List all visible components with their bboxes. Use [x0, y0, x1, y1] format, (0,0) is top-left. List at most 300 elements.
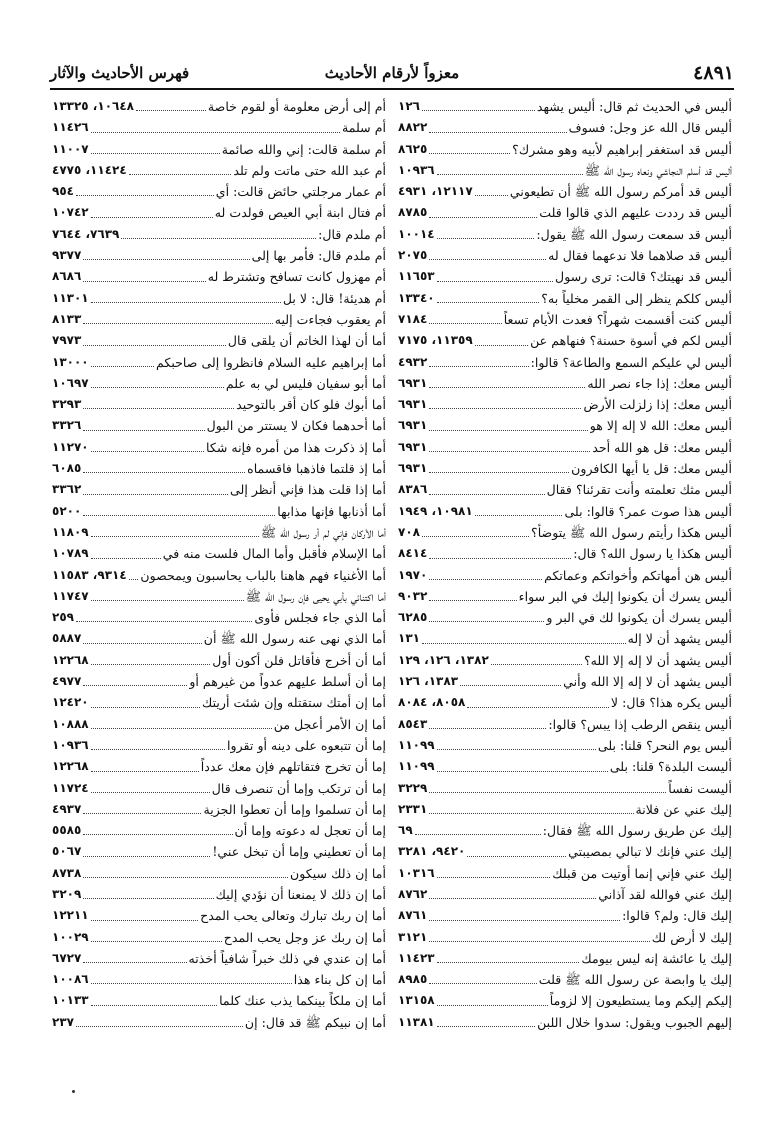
index-entry [398, 394, 732, 415]
index-entry [398, 96, 732, 117]
dot-leader [429, 607, 544, 622]
entry-text: أما إن نبيكم ﷺ قد قال: إن [244, 1014, 386, 1030]
dot-leader [429, 415, 587, 430]
entry-text: أم إلى أرض معلومة أو لقوم خاصة [207, 99, 386, 114]
dot-leader [91, 373, 224, 388]
entry-refs: ٥٠٦٧ [52, 844, 82, 859]
dot-leader [437, 288, 540, 303]
entry-text: أليس قد رددت عليهم الذي قالوا قلت [539, 205, 732, 221]
entry-refs: ١٣٨٢، ١٢٦، ١٢٩ [398, 652, 489, 667]
index-entry [398, 756, 732, 777]
entry-text: أما إن ملكاً بينكما يذب عنك كلما [219, 993, 386, 1009]
dot-leader [91, 990, 217, 1005]
entry-refs: ١١٢٧٠ [52, 439, 89, 454]
entry-refs: ٨٧٦٢ [398, 886, 428, 901]
entry-text: أما أذنابها فإنها مذابها [277, 503, 386, 519]
dot-leader [429, 905, 620, 920]
index-entry [52, 692, 386, 713]
entry-text: أم ملدم قال: [318, 226, 386, 242]
entry-text: إليك عني فإني إنما أوتيت من قبلك [552, 865, 732, 881]
entry-text: إليهم الجبوب ويقول: سدوا خلال اللبن [537, 1014, 732, 1030]
entry-text: أما إبراهيم عليه السلام فانظروا إلى صاحبكم [155, 354, 386, 370]
index-entry [398, 352, 732, 373]
entry-text: أليس قد سمعت رسول الله ﷺ يقول: [536, 226, 732, 242]
entry-refs: ١٠٨٨٨ [52, 716, 89, 731]
index-entry [398, 522, 732, 543]
dot-leader [415, 820, 541, 835]
page-header [50, 62, 734, 90]
entry-text: أما إن عندي في ذلك خبراً شافياً أخذته [188, 950, 386, 966]
index-entry [52, 352, 386, 373]
dot-leader [491, 650, 582, 665]
dot-leader [429, 202, 537, 217]
entry-text: أليس كلكم ينظر إلى القمر مخلياً به؟ [541, 290, 732, 306]
entry-refs: ٨٠٥٨، ٨٠٨٤ [398, 695, 466, 710]
entry-refs: ١٣٨٣، ١٢٦ [398, 674, 459, 689]
entry-text: إما أن تتبعوه على دينه أو تقروا [227, 737, 386, 753]
index-entry [52, 458, 386, 479]
entry-text: أما اكتنائي بأبي يحيى فإن رسول الله ﷺ [245, 588, 386, 604]
index-entry [52, 245, 386, 266]
entry-text: أم هديئة! قال: لا بل [282, 290, 386, 306]
entry-text: أليس قد استغفر إبراهيم لأبيه وهو مشرك؟ [512, 141, 732, 157]
entry-refs: ١١٨٠٩ [52, 524, 89, 539]
entry-refs: ٨٦٢٥ [398, 141, 428, 156]
entry-text: أليس يسرك أن يكونوا لك في البر و [546, 610, 732, 626]
entry-refs: ٤٩٣٧ [52, 801, 82, 816]
entry-text: أليس لي عليكم السمع والطاعة؟ قالوا: [530, 354, 732, 370]
entry-refs: ٦٢٨٥ [398, 610, 428, 625]
dot-leader [429, 352, 528, 367]
entry-refs: ٨٦٨٦ [52, 269, 82, 284]
entry-refs: ٧٦٣٩، ٧٦٤٤ [52, 226, 120, 241]
entry-text: إليك لا أرض لك [651, 929, 732, 945]
entry-refs: ١١٧٤٧ [52, 588, 89, 603]
dot-leader [429, 373, 585, 388]
dot-leader [91, 139, 220, 154]
index-entry [398, 309, 732, 330]
dot-leader [422, 96, 535, 111]
entry-refs: ١٢٢١١ [52, 908, 89, 923]
index-entry [52, 905, 386, 926]
index-entry [398, 820, 732, 841]
entry-text: أما أن لهذا الخاتم أن يلقى قال [227, 333, 386, 349]
dot-leader [91, 117, 340, 132]
index-entry [52, 841, 386, 862]
index-entry [52, 224, 386, 245]
dot-leader [91, 778, 210, 793]
entry-text: أليس ينقص الرطب إذا يبس؟ قالوا: [548, 716, 732, 732]
index-entry [398, 969, 732, 990]
dot-leader [437, 224, 535, 239]
entry-refs: ١٢٦ [398, 99, 420, 113]
entry-text: إليك عني فوالله لقد آذاني [598, 886, 732, 902]
entry-refs: ١٩٧٠ [398, 567, 428, 582]
entry-text: أما إن أمتك ستقتله وإن شئت أريتك [202, 695, 386, 711]
entry-refs: ٨٨٢٢ [398, 120, 428, 135]
dot-leader [475, 330, 528, 345]
entry-refs: ٣٣٦٢ [52, 482, 82, 497]
index-entry [52, 202, 386, 223]
entry-text: أما إذ قلتما فاذهبا فاقسماه [247, 461, 386, 477]
index-entry [52, 671, 386, 692]
entry-refs: ٦٩٣١ [398, 375, 428, 390]
entry-text: أما أن أخرج فأقاتل فلن أكون أول [212, 652, 386, 668]
entry-text: أما إن كل بناء هذا [293, 972, 386, 988]
entry-refs: ٢٣٧ [52, 1014, 74, 1029]
dot-leader [91, 650, 211, 665]
entry-text: إما أن أسلط عليهم عدواً من غيرهم أو [189, 674, 386, 690]
index-entry [398, 373, 732, 394]
entry-refs: ١٠٠٢٩ [52, 929, 89, 944]
dot-leader [429, 778, 666, 793]
entry-refs: ١٠٩٨١، ١٩٤٩ [398, 503, 473, 518]
index-entry [398, 628, 732, 649]
index-entry [52, 522, 386, 543]
index-entry [52, 586, 386, 607]
header-center-title: معزواً لأرقام الأحاديث [324, 64, 460, 82]
index-entry [398, 586, 732, 607]
dot-leader [83, 415, 204, 430]
index-entry [398, 650, 732, 671]
entry-refs: ١٠٦٤٨، ١٣٣٢٥ [52, 99, 134, 113]
index-entry [398, 224, 732, 245]
entry-refs: ٩٤٢٠، ٣٢٨١ [398, 844, 466, 859]
entry-text: أليس قد نهيتك؟ قالت: ترى رسول [555, 269, 732, 285]
page-mark [72, 1090, 75, 1093]
index-entry [52, 437, 386, 458]
dot-leader [460, 671, 561, 686]
dot-leader [76, 181, 214, 196]
dot-leader [83, 501, 275, 516]
index-entry [398, 330, 732, 351]
index-columns [52, 96, 732, 1096]
dot-leader [83, 671, 187, 686]
entry-refs: ١٠٧٨٩ [52, 546, 89, 561]
entry-refs: ٨١٣٣ [52, 311, 82, 326]
entry-refs: ١١٦٥٣ [398, 269, 435, 284]
entry-refs: ٩٠٣٢ [398, 588, 428, 603]
index-entry [52, 778, 386, 799]
index-entry [398, 479, 732, 500]
dot-leader [429, 714, 546, 729]
entry-text: أما الأغنياء فهم هاهنا بالباب يحاسبون ويمحصون [140, 567, 386, 583]
entry-refs: ١٢٢٦٨ [52, 759, 89, 774]
entry-refs: ١٠٧٤٢ [52, 205, 89, 220]
dot-leader [91, 202, 213, 217]
index-entry [52, 373, 386, 394]
dot-leader [429, 245, 546, 260]
entry-text: إليك يا وابصة عن رسول الله ﷺ قلت [538, 972, 732, 988]
index-entry [398, 714, 732, 735]
dot-leader [129, 565, 139, 580]
entry-refs: ٢٥٩ [52, 610, 74, 625]
dot-leader [437, 160, 583, 175]
entry-refs: ٧١٨٤ [398, 311, 428, 326]
index-entry [52, 330, 386, 351]
dot-leader [475, 501, 563, 516]
entry-refs: ٩٣٧٧ [52, 248, 82, 263]
right-column [398, 96, 732, 1033]
dot-leader [91, 586, 244, 601]
entry-refs: ٩٣١٤، ١١٥٨٣ [52, 567, 127, 582]
entry-text: أما أحدهما فكان لا يستتر من البول [206, 418, 386, 434]
entry-refs: ١٣٠٠٠ [52, 354, 89, 369]
dot-leader [429, 309, 501, 324]
entry-text: إليك عني فإنك لا تبالي بمصيبتي [568, 844, 732, 860]
entry-refs: ٥٥٨٥ [52, 823, 82, 838]
dot-leader [83, 479, 228, 494]
index-entry [398, 139, 732, 160]
index-entry [398, 799, 732, 820]
entry-text: أليس مثك تعلمته وأنت تقرئنا؟ فقال [546, 482, 732, 498]
entry-text: إما أن تخرج فتقاتلهم فإن معك عدداً [200, 759, 386, 775]
entry-text: أم ملدم قال: فأمر بها إلى [251, 248, 386, 264]
dot-leader [437, 863, 551, 878]
entry-refs: ١١٠٩٩ [398, 759, 435, 774]
dot-leader [429, 884, 596, 899]
dot-leader [429, 117, 566, 132]
book-title: فهرس الأحاديث والآثار [50, 64, 190, 82]
dot-leader [91, 905, 199, 920]
entry-text: أما الأركان فإني لم أر رسول الله ﷺ [260, 524, 386, 540]
dot-leader [437, 1012, 535, 1027]
entry-refs: ٣١٢١ [398, 929, 428, 944]
dot-leader [437, 266, 553, 281]
index-entry [52, 948, 386, 969]
index-entry [398, 884, 732, 905]
entry-refs: ٦٩٣١ [398, 461, 428, 476]
entry-text: أما الذي جاء فجلس فأوى [254, 610, 386, 626]
entry-refs: ١٠٠١٤ [398, 226, 435, 241]
dot-leader [136, 96, 206, 111]
entry-text: أليس هن أمهاتكم وأخواتكم وعماتكم [544, 567, 732, 583]
index-entry [52, 1012, 386, 1033]
index-entry [398, 117, 732, 138]
entry-text: أليس في الحديث ثم قال: أليس يشهد [536, 99, 732, 114]
index-entry [398, 778, 732, 799]
index-entry [52, 863, 386, 884]
index-entry [398, 415, 732, 436]
dot-leader [91, 714, 272, 729]
index-entry [52, 820, 386, 841]
entry-text: إما أن تعطيني وإما أن تبخل عني! [212, 844, 386, 860]
index-entry [52, 884, 386, 905]
entry-refs: ٣٢٠٩ [52, 886, 82, 901]
entry-text: إما أن تسلموا وإما أن تعطوا الجزية [203, 801, 386, 817]
entry-text: أليس يسرك أن يكونوا إليك في البر سواء [518, 588, 732, 604]
dot-leader [437, 735, 596, 750]
index-entry [398, 863, 732, 884]
dot-leader [429, 479, 544, 494]
dot-leader [76, 1012, 243, 1027]
index-entry [52, 927, 386, 948]
entry-text: أما أبوك فلو كان أقر بالتوحيد [236, 397, 386, 413]
entry-refs: ٣٣٢٦ [52, 418, 82, 433]
entry-text: أم فتال ابنة أبي العيص فولدت له [214, 205, 386, 221]
entry-text: أليس يكره هذا؟ قال: لا [610, 695, 732, 711]
index-entry [398, 202, 732, 223]
index-entry [398, 181, 732, 202]
entry-refs: ١٠٩٣٦ [398, 162, 435, 177]
entry-text: أليس هكذا يا رسول الله؟ قال: [573, 546, 732, 562]
index-entry [398, 692, 732, 713]
index-entry [52, 394, 386, 415]
dot-leader [429, 458, 569, 473]
dot-leader [91, 756, 199, 771]
entry-text: أم سلمة قالت: إني والله صائمة [221, 141, 386, 157]
entry-text: أليس كنت أقسمت شهراً؟ فعدت الأيام تسعاً [503, 311, 732, 327]
entry-refs: ٨٧٦١ [398, 908, 428, 923]
entry-text: أما الإسلام فأقبل وأما المال فلست منه في [162, 546, 386, 562]
entry-text: أليس معك: قل يا أيها الكافرون [571, 461, 732, 477]
entry-refs: ٦٩٣١ [398, 418, 428, 433]
dot-leader [91, 692, 200, 707]
entry-text: إما أن ترتكب وإما أن تنصرف قال [211, 780, 386, 796]
entry-text: أما الذي نهى عنه رسول الله ﷺ أن [203, 631, 386, 647]
index-entry [52, 735, 386, 756]
entry-text: أم يعقوب فجاءت إليه [274, 311, 386, 327]
entry-text: أما إن ذلك سيكون [290, 865, 386, 881]
entry-refs: ٦٩ [398, 823, 413, 838]
index-entry [398, 735, 732, 756]
entry-refs: ٧٠٨ [398, 524, 420, 539]
index-entry [398, 927, 732, 948]
dot-leader [83, 799, 201, 814]
dot-leader [429, 969, 536, 984]
dot-leader [121, 224, 316, 239]
dot-leader [467, 692, 609, 707]
entry-refs: ١١٤٢٦ [52, 120, 89, 135]
index-entry [52, 117, 386, 138]
entry-refs: ١١٤٢٤، ٤٧٧٥ [52, 162, 127, 177]
entry-refs: ٦٠٨٥ [52, 461, 82, 476]
index-entry [398, 905, 732, 926]
entry-text: أليس معك: إذا جاء نصر الله [587, 375, 732, 391]
entry-text: أليس لكم في أسوة حسنة؟ فنهاهم عن [530, 333, 732, 349]
dot-leader [429, 394, 581, 409]
index-entry [398, 565, 732, 586]
entry-text: أليس قد أسلم النجاشي ونعاه رسول الله ﷺ [584, 162, 732, 178]
index-entry [52, 160, 386, 181]
dot-leader [437, 990, 548, 1005]
dot-leader [91, 437, 204, 452]
dot-leader [422, 522, 529, 537]
entry-refs: ١٢١١٧، ٤٩٣١ [398, 184, 473, 199]
entry-text: أم سلمة [341, 120, 386, 136]
index-entry [52, 650, 386, 671]
entry-refs: ٦٧٢٧ [52, 950, 82, 965]
index-entry [398, 501, 732, 522]
entry-refs: ٨٣٨٦ [398, 482, 428, 497]
entry-refs: ١٣١ [398, 631, 420, 646]
index-entry [398, 266, 732, 287]
entry-refs: ٨٧٣٨ [52, 865, 82, 880]
entry-text: أليس قد أمركم رسول الله ﷺ أن تطيعوني [509, 184, 732, 200]
entry-text: أما إن ذلك لا يمنعنا أن نؤدي إليك [215, 886, 386, 902]
dot-leader [83, 948, 186, 963]
entry-refs: ٤٩٣٢ [398, 354, 428, 369]
index-entry [398, 1012, 732, 1033]
entry-refs: ١١٠٠٧ [52, 141, 89, 156]
entry-text: إليك عني عن فلانة [635, 801, 732, 817]
dot-leader [429, 586, 516, 601]
dot-leader [83, 820, 232, 835]
dot-leader [467, 841, 566, 856]
dot-leader [429, 565, 542, 580]
entry-refs: ٨٩٨٥ [398, 972, 428, 987]
entry-refs: ٣٢٢٩ [398, 780, 428, 795]
entry-refs: ١١٣٨١ [398, 1014, 435, 1029]
dot-leader [437, 948, 580, 963]
entry-refs: ٦٩٣١ [398, 397, 428, 412]
entry-refs: ١٠٩٣٦ [52, 737, 89, 752]
entry-text: أليست البلدة؟ قلنا: بلى [609, 759, 732, 775]
entry-text: أليس قد صلاهما فلا ندعهما فقال له [548, 248, 732, 264]
index-entry [52, 266, 386, 287]
entry-refs: ١٠٦٩٧ [52, 375, 89, 390]
entry-refs: ١٠٣١٦ [398, 865, 435, 880]
entry-text: إليك عن طريق رسول الله ﷺ فقال: [542, 823, 732, 839]
entry-text: أليس قال الله عز وجل: فسوف [568, 120, 732, 136]
entry-refs: ١٢٤٢٠ [52, 695, 89, 710]
index-entry [398, 288, 732, 309]
index-entry [52, 309, 386, 330]
entry-refs: ٨٤١٤ [398, 546, 428, 561]
index-entry [52, 607, 386, 628]
entry-text: أليس معك: الله لا إله إلا هو [589, 418, 732, 434]
index-entry [52, 990, 386, 1011]
entry-refs: ١٢٢٦٨ [52, 652, 89, 667]
dot-leader [83, 884, 213, 899]
dot-leader [91, 352, 154, 367]
index-entry [398, 160, 732, 181]
entry-text: أما إن الأمر أعجل من [273, 716, 386, 732]
index-entry [398, 671, 732, 692]
dot-leader [91, 735, 225, 750]
index-entry [398, 607, 732, 628]
dot-leader [129, 160, 232, 175]
entry-text: أليس هذا صوت عمر؟ قالوا: بلى [564, 503, 732, 519]
dot-leader [83, 309, 272, 324]
entry-refs: ٥٢٠٠ [52, 503, 82, 518]
index-entry [52, 479, 386, 500]
index-entry [52, 714, 386, 735]
entry-text: أليست نفساً [668, 780, 732, 796]
entry-refs: ٥٨٨٧ [52, 631, 82, 646]
dot-leader [429, 799, 633, 814]
index-entry [52, 756, 386, 777]
entry-text: إما أن تعجل له دعوته وإما أن [234, 823, 386, 839]
index-entry [52, 969, 386, 990]
entry-text: أم عبد الله حتى ماتت ولم تلد [233, 162, 386, 178]
entry-refs: ١١٣٥٩، ٧١٧٥ [398, 333, 473, 348]
entry-refs: ٢٣٣١ [398, 801, 428, 816]
dot-leader [429, 927, 650, 942]
entry-text: أليس معك: إذا زلزلت الأرض [583, 397, 732, 413]
dot-leader [91, 288, 281, 303]
entry-refs: ٦٩٣١ [398, 439, 428, 454]
entry-refs: ٩٥٤ [52, 184, 74, 199]
index-entry [398, 437, 732, 458]
entry-refs: ٨٧٨٥ [398, 205, 428, 220]
index-entry [52, 628, 386, 649]
index-entry [52, 96, 386, 117]
dot-leader [83, 245, 249, 260]
entry-text: إليكم إليكم وما يستطيعون إلا لزوماً [549, 993, 732, 1009]
index-entry [398, 543, 732, 564]
dot-leader [91, 522, 259, 537]
